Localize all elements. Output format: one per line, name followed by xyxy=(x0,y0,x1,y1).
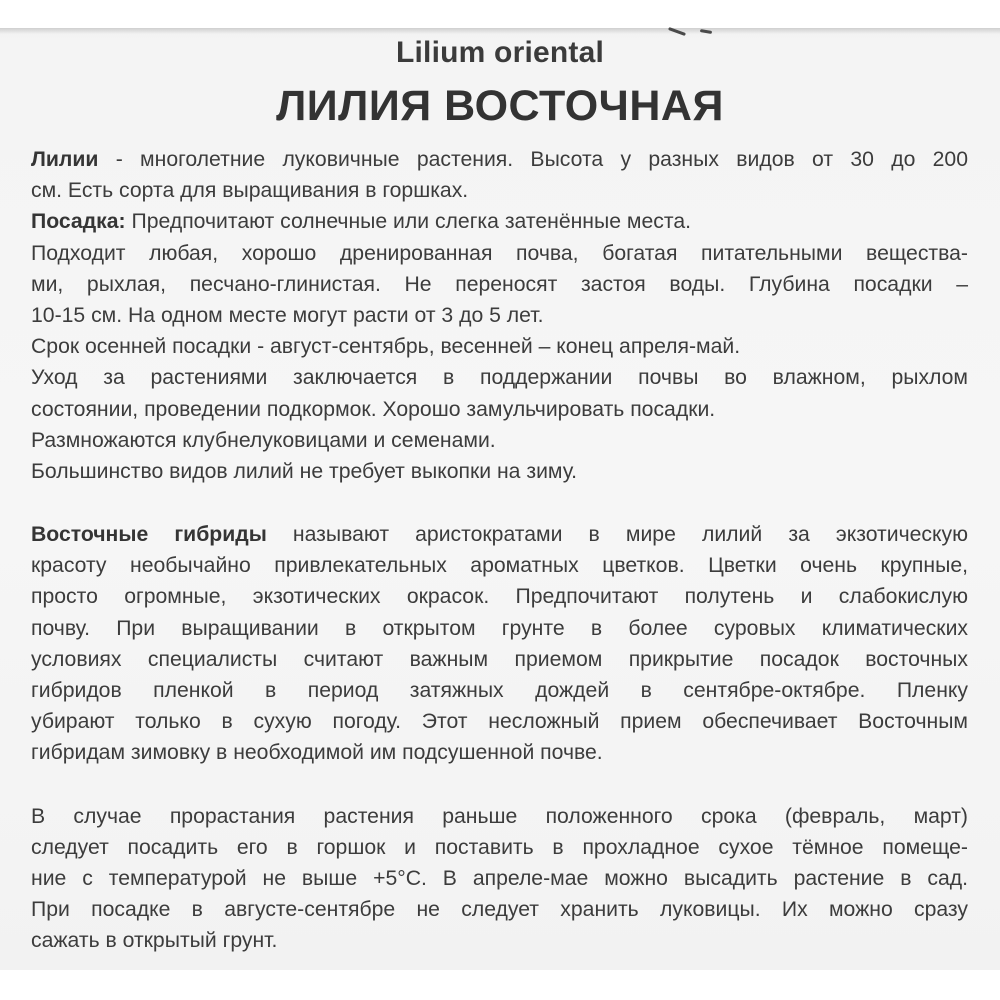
paragraph-gap xyxy=(31,769,968,801)
text-line: ние с температурой не выше +5°С. В апреле-мае можно высадить растение в сад. xyxy=(31,866,968,890)
text-line: При посадке в августе-сентябре не следует хранить луковицы. Их можно сразу xyxy=(31,898,968,922)
text-line: Лилии - многолетние луковичные растения. Высота у разных видов от 30 до 200 xyxy=(31,148,968,171)
text-line: почву. При выращивании в открытом грунте в более суровых климатических xyxy=(31,616,968,640)
text-line: условиях специалисты считают важным приемом прикрытие посадок восточных xyxy=(31,647,968,671)
text-line: красоту необычайно привлекательных ароматных цветков. Цветки очень крупные, xyxy=(31,554,968,578)
term-lilies: Лилии xyxy=(31,148,99,171)
text-line: 10-15 см. На одном месте могут расти от 3 до 5 лет. xyxy=(31,303,544,327)
term-planting: Посадка: xyxy=(31,210,126,234)
text-line: Подходит любая, хорошо дренированная почва, богатая питательными вещества- xyxy=(31,241,968,265)
top-edge xyxy=(0,0,1000,28)
text-line: Посадка: Предпочитают солнечные или слегка затенённые места. xyxy=(31,210,691,234)
text-line: сажать в открытый грунт. xyxy=(31,929,278,953)
paragraph-gap xyxy=(31,487,968,519)
bottom-edge xyxy=(0,970,1000,1000)
page-title: ЛИЛИЯ ВОСТОЧНАЯ xyxy=(276,82,724,130)
text-line: см. Есть сорта для выращивания в горшках. xyxy=(31,179,469,203)
text-line: гибридов пленкой в период затяжных дождей в сентябре-октябре. Пленку xyxy=(31,679,968,702)
text-line: убирают только в сухую погоду. Этот несложный прием обеспечивает Восточным xyxy=(31,710,968,734)
description-text xyxy=(31,144,968,957)
text-line: просто огромные, экзотических окрасок. Предпочитают полутень и слабокислую xyxy=(31,585,968,609)
term-oriental-hybrids: Восточные гибриды xyxy=(31,523,267,547)
text-line: гибридам зимовку в необходимой им подсушенной почве. xyxy=(31,741,603,765)
latin-name: Lilium oriental xyxy=(395,36,605,69)
text-line: состоянии, проведении подкормок. Хорошо замульчировать посадки. xyxy=(31,397,716,421)
text-line: Большинство видов лилий не требует выкопки на зиму. xyxy=(31,459,578,483)
text-line: ми, рыхлая, песчано-глинистая. Не переносят застоя воды. Глубина посадки – xyxy=(31,272,968,296)
text-line: Уход за растениями заключается в поддержании почвы во влажном, рыхлом xyxy=(31,366,968,390)
top-shadow xyxy=(0,28,1000,34)
text-line: следует посадить его в горшок и поставить в прохладное сухое тёмное помеще- xyxy=(31,835,968,859)
text-line: Восточные гибриды называют аристократами в мире лилий за экзотическую xyxy=(31,523,968,547)
text-line: Срок осенней посадки - август-сентябрь, весенней – конец апреля-май. xyxy=(31,335,741,359)
text-line: Размножаются клубнелуковицами и семенами. xyxy=(31,428,496,452)
text-line: В случае прорастания растения раньше положенного срока (февраль, март) xyxy=(31,804,968,828)
